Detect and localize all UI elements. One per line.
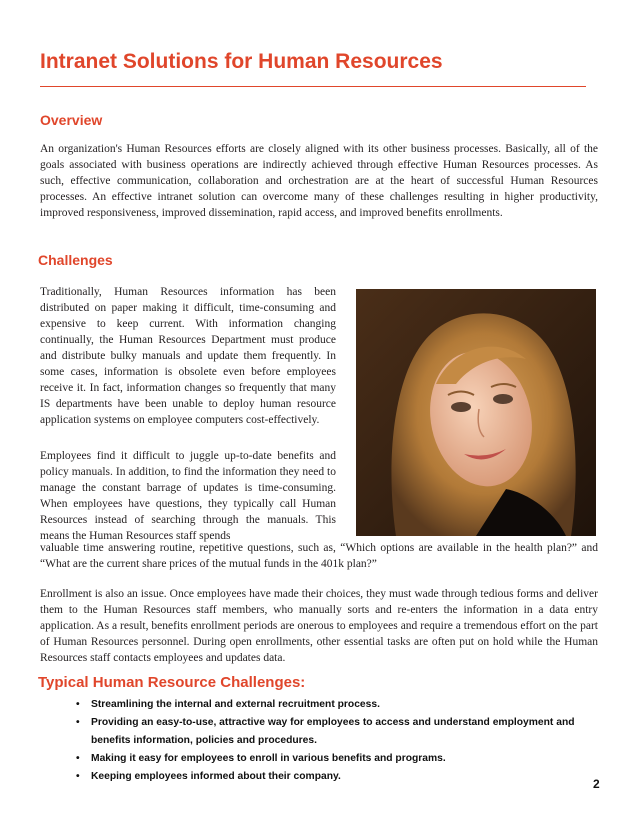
challenges-heading: Challenges <box>38 252 113 268</box>
overview-heading: Overview <box>40 112 103 128</box>
challenges-paragraph-2-continued: valuable time answering routine, repetitive questions, such as, “Which options are available in the health plan?” and “What are the current share prices of the mutual funds in the 401k plan?” <box>40 542 598 570</box>
list-item: • Streamlining the internal and external recruitment process. <box>76 696 596 714</box>
woman-portrait-photo <box>356 289 596 536</box>
challenges-paragraph-2: Employees find it difficult to juggle up-to-date benefits and policy manuals. In addition, to find the information they need to manage the constant barrage of updates is time-consuming. When employees have questions, they typically call Human Resources instead of searching through the manuals. This means the Human Resources staff spends <box>40 450 336 542</box>
challenges-paragraph-3: Enrollment is also an issue. Once employees have made their choices, they must wade through tedious forms and deliver them to the Human Resources staff members, who manually sorts and re-enters the information in a data entry application. As a result, benefits enrollment periods are onerous to employees and require a tremendous effort on the part of Human Resources personnel. During open enrollments, other essential tasks are often put on hold while the Human Resources staff contacts employees and updates data. <box>40 588 598 664</box>
list-item: • Making it easy for employees to enroll in various benefits and programs. <box>76 750 596 768</box>
typical-challenges-list <box>76 696 596 786</box>
list-item: • Keeping employees informed about their company. <box>76 768 596 786</box>
page-title: Intranet Solutions for Human Resources <box>40 50 443 73</box>
list-item: • Providing an easy-to-use, attractive way for employees to access and understand employment and benefits information, policies and procedures. <box>76 714 596 750</box>
typical-challenges-heading: Typical Human Resource Challenges: <box>38 674 306 691</box>
challenges-paragraph-1: Traditionally, Human Resources information has been distributed on paper making it difficult, time-consuming and expensive to keep current. With information changing continually, the Human Resources Department must produce and distribute bulky manuals and update them frequently. In some cases, information is obsolete even before employees receive it. In fact, information changes so frequently that many IS departments have been unable to deploy human resource application systems on employee computers cost-effectively. <box>40 286 336 426</box>
overview-paragraph: An organization's Human Resources efforts are closely aligned with its other business processes. Basically, all of the goals associated with business operations are indirectly achieved through effective Human Resources processes. As such, effective communication, collaboration and orchestration are at the heart of successful Human Resources processes. An effective intranet solution can overcome many of these challenges resulting in higher productivity, improved responsiveness, improved dissemination, rapid access, and improved benefits enrollments. <box>40 143 598 219</box>
title-rule <box>40 86 586 87</box>
page-number: 2 <box>593 777 600 791</box>
